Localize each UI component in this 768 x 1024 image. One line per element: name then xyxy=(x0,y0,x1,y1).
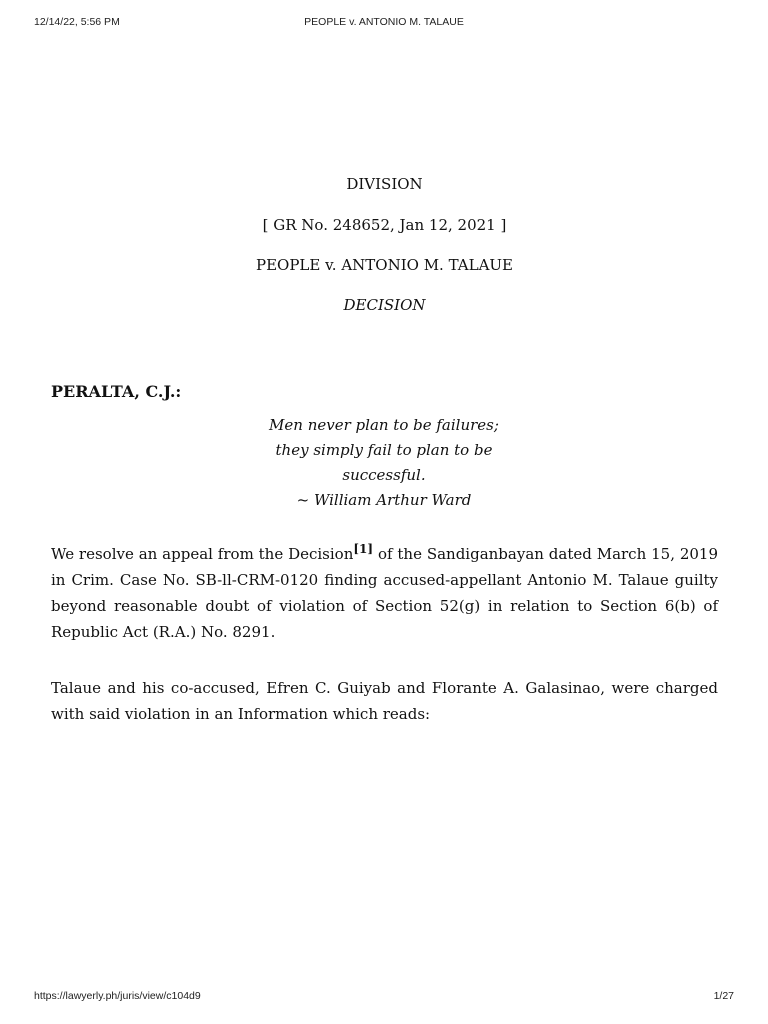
print-datetime: 12/14/22, 5:56 PM xyxy=(34,16,120,28)
epigraph-line: Men never plan to be failures; xyxy=(269,416,499,434)
case-citation: [ GR No. 248652, Jan 12, 2021 ] xyxy=(262,216,507,234)
print-page-number: 1/27 xyxy=(713,990,734,1002)
body-paragraph-1 xyxy=(51,541,718,645)
footnote-link[interactable]: [1] xyxy=(353,542,374,556)
ponente: PERALTA, C.J.: xyxy=(51,382,182,401)
case-title: PEOPLE v. ANTONIO M. TALAUE xyxy=(255,256,513,274)
print-header xyxy=(34,16,734,32)
epigraph xyxy=(256,413,512,513)
epigraph-line: successful. xyxy=(342,466,426,484)
division-heading: DIVISION xyxy=(346,175,423,193)
body-paragraph-2: Talaue and his co-accused, Efren C. Guiyab and Florante A. Galasinao, were charged with said violation in an Information which reads: xyxy=(51,679,718,723)
epigraph-attribution: ~ William Arthur Ward xyxy=(296,491,472,509)
paragraph-text: of the Sandiganbayan dated March 15, 2019 in Crim. Case No. SB-ll-CRM-0120 finding accused-appellant Antonio M. Talaue guilty beyond reasonable doubt of violation of Section 52(g) in relation to Section 6(b) of Republic Act (R.A.) No. 8291. xyxy=(51,545,718,641)
paragraph-text: We resolve an appeal from the Decision xyxy=(51,545,354,563)
epigraph-line: they simply fail to plan to be xyxy=(275,441,493,459)
print-url: https://lawyerly.ph/juris/view/c104d9 xyxy=(34,990,201,1002)
print-page-title: PEOPLE v. ANTONIO M. TALAUE xyxy=(304,16,464,28)
decision-heading: DECISION xyxy=(343,296,426,314)
print-footer xyxy=(34,990,734,1006)
